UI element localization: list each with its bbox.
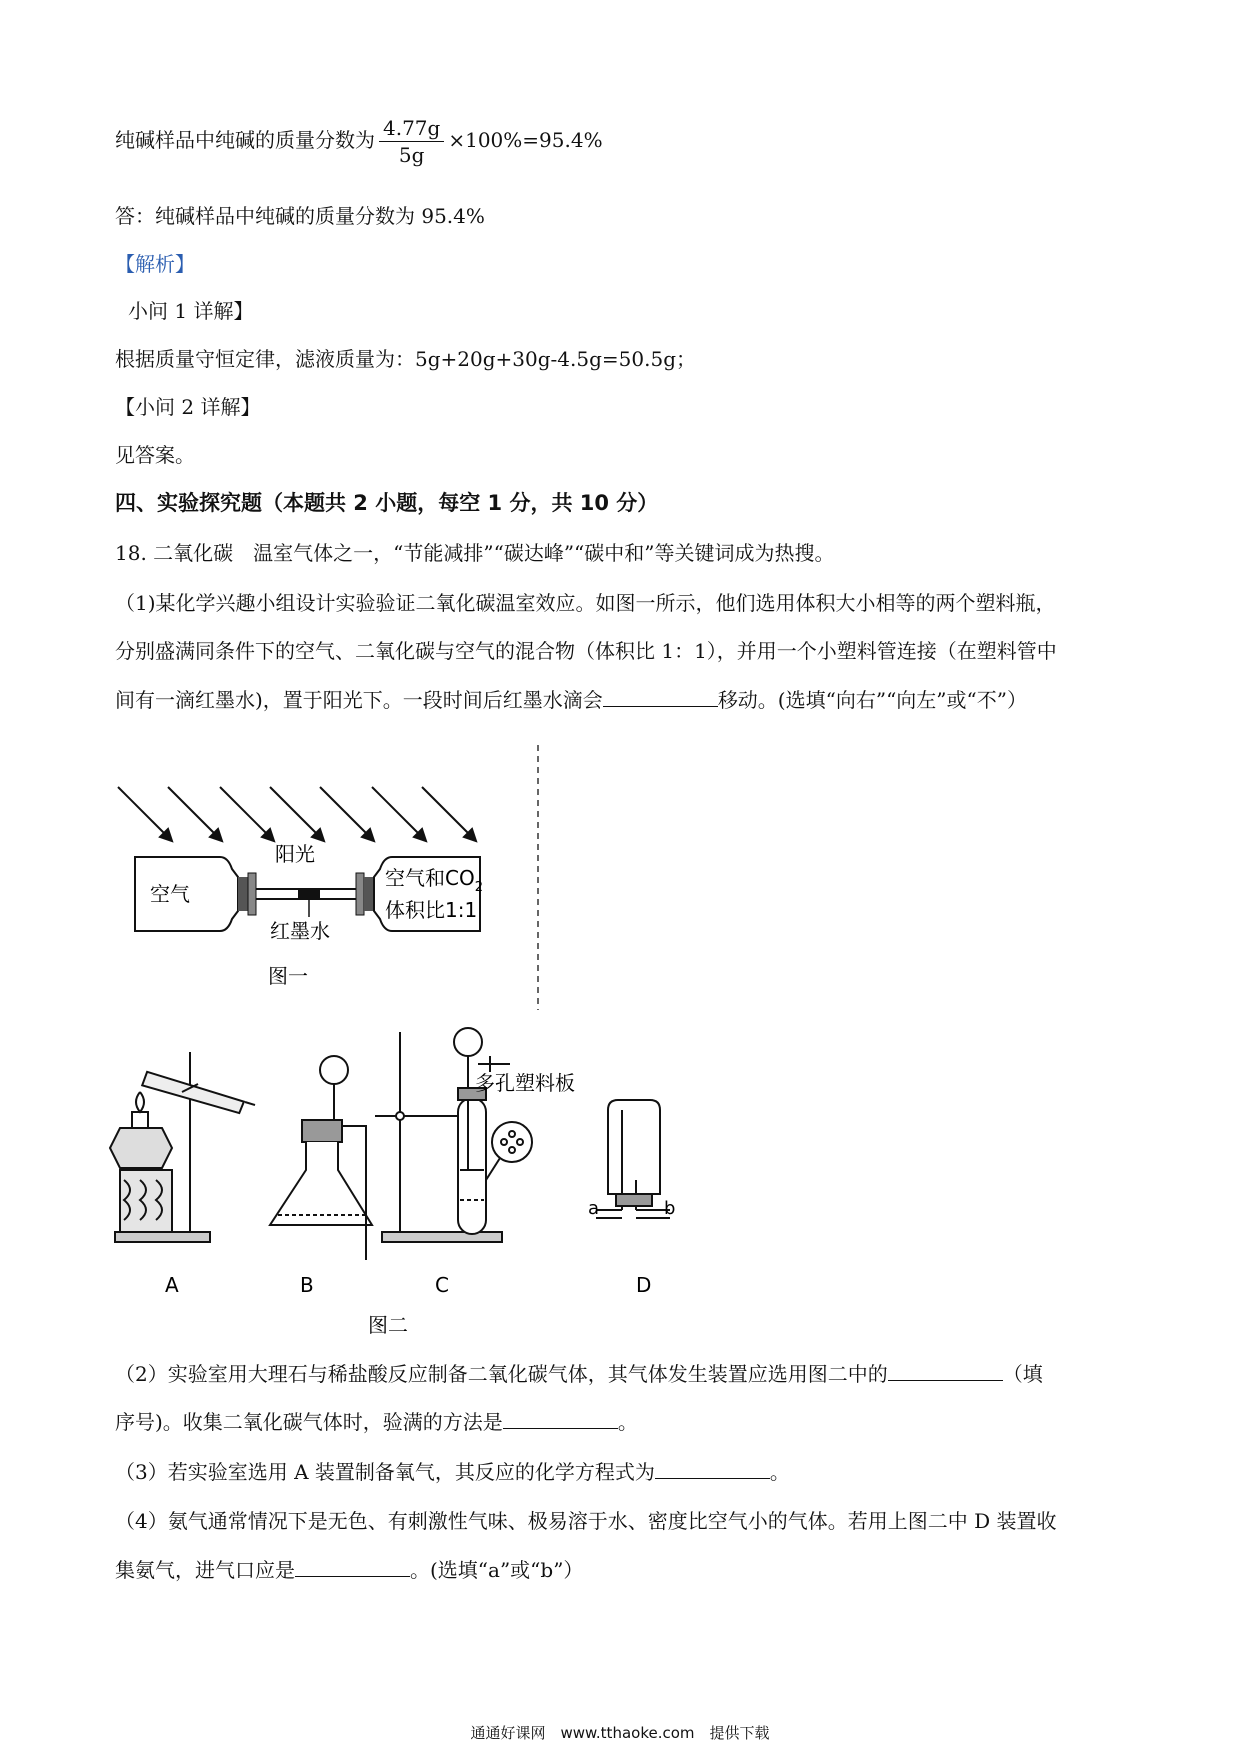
ink-drop: [298, 889, 320, 899]
q18-p1-line1: （1)某化学兴趣小组设计实验验证二氧化碳温室效应。如图一所示，他们选用体积大小相等的两个塑料瓶，: [115, 591, 1056, 615]
q1-text: 根据质量守恒定律，滤液质量为：5g+20g+30g-4.5g=50.5g；: [115, 347, 697, 371]
answer-line: 答：纯碱样品中纯碱的质量分数为 95.4%: [115, 204, 485, 228]
q18-p1-line3-tail: 移动。(选填“向右”“向左”或“不”）: [717, 688, 1027, 712]
q18-p4-line1: （4）氨气通常情况下是无色、有刺激性气味、极易溶于水、密度比空气小的气体。若用上图二中 D 装置收: [115, 1509, 1057, 1533]
apparatus-c: [375, 1028, 532, 1242]
fig1-caption: 图一: [268, 964, 308, 988]
calc-line: [115, 115, 603, 168]
figure-1: [110, 745, 560, 1015]
apparatus-a: [110, 1052, 255, 1242]
analysis-label: 【解析】: [115, 252, 195, 276]
label-b: B: [300, 1273, 314, 1297]
porous-plate-icon: [492, 1122, 532, 1162]
section-heading: 四、实验探究题（本题共 2 小题，每空 1 分，共 10 分）: [115, 491, 659, 515]
fig1-ink-label: 红墨水: [270, 919, 330, 943]
q18-p4-line2: [115, 1556, 583, 1583]
port-b-label: b: [664, 1198, 676, 1219]
q18-p2-line1-tail: （填: [1002, 1362, 1043, 1386]
answer-blank-3[interactable]: [503, 1408, 618, 1429]
fig1-mix-label: 空气和$CO_2$: [385, 866, 483, 895]
apparatus-b: [270, 1056, 372, 1260]
calc-prefix: 纯碱样品中纯碱的质量分数为: [115, 128, 375, 152]
fraction-numerator: 4.77g: [379, 115, 444, 142]
left-stopper: [238, 877, 248, 911]
fraction: [379, 115, 444, 168]
q18-p1-line2: 分别盛满同条件下的空气、二氧化碳与空气的混合物（体积比 1：1），并用一个小塑料管连接（在塑料管中: [115, 639, 1057, 663]
answer-blank-1[interactable]: [603, 686, 718, 707]
q18-p2-line2: [115, 1408, 638, 1435]
port-a-label: a: [588, 1198, 600, 1219]
fig1-sun-label: 阳光: [275, 842, 315, 866]
figure-2: [110, 1020, 770, 1337]
porous-plate-label: 多孔塑料板: [475, 1071, 575, 1095]
q18-p2-line1: [115, 1360, 1043, 1387]
answer-blank-2[interactable]: [888, 1360, 1003, 1381]
fig2-caption: 图二: [368, 1313, 408, 1337]
label-c: C: [435, 1273, 449, 1297]
label-a: A: [165, 1273, 179, 1297]
sunlight-rays-icon: [118, 787, 476, 841]
q18-p1-line3-text: 间有一滴红墨水)，置于阳光下。一段时间后红墨水滴会: [115, 688, 603, 712]
q18-p4-line2-tail: 。(选填“a”或“b”）: [410, 1558, 584, 1582]
fig1-air-label: 空气: [150, 882, 190, 906]
right-stopper: [364, 877, 374, 911]
calc-suffix: ×100%=95.4%: [448, 128, 603, 152]
label-d: D: [636, 1273, 652, 1297]
answer-blank-4[interactable]: [655, 1458, 770, 1479]
q18-p1-line3: [115, 686, 1027, 713]
apparatus-d: [596, 1100, 670, 1218]
answer-blank-5[interactable]: [295, 1556, 410, 1577]
q18-intro: 18. 二氧化碳 温室气体之一，“节能减排”“碳达峰”“碳中和”等关键词成为热搜。: [115, 541, 835, 565]
q18-p3: [115, 1458, 790, 1485]
page-footer: 通通好课网 www.tthaoke.com 提供下载: [470, 1724, 770, 1742]
q18-p3-text: （3）若实验室选用 A 装置制备氧气，其反应的化学方程式为: [115, 1460, 655, 1484]
q2-label: 【小问 2 详解】: [115, 395, 261, 419]
q18-p3-tail: 。: [769, 1460, 790, 1484]
q18-p2-line2-text: 序号)。收集二氧化碳气体时，验满的方法是: [115, 1410, 503, 1434]
q18-p4-line2-text: 集氨气，进气口应是: [115, 1558, 295, 1582]
q1-label: 小问 1 详解】: [128, 299, 254, 323]
fraction-denominator: 5g: [398, 143, 425, 167]
q18-p2-line1-text: （2）实验室用大理石与稀盐酸反应制备二氧化碳气体，其气体发生装置应选用图二中的: [115, 1362, 888, 1386]
q18-p2-line2-tail: 。: [617, 1410, 638, 1434]
fig1-ratio-label: 体积比1:1: [385, 898, 478, 922]
q2-text: 见答案。: [115, 443, 195, 467]
